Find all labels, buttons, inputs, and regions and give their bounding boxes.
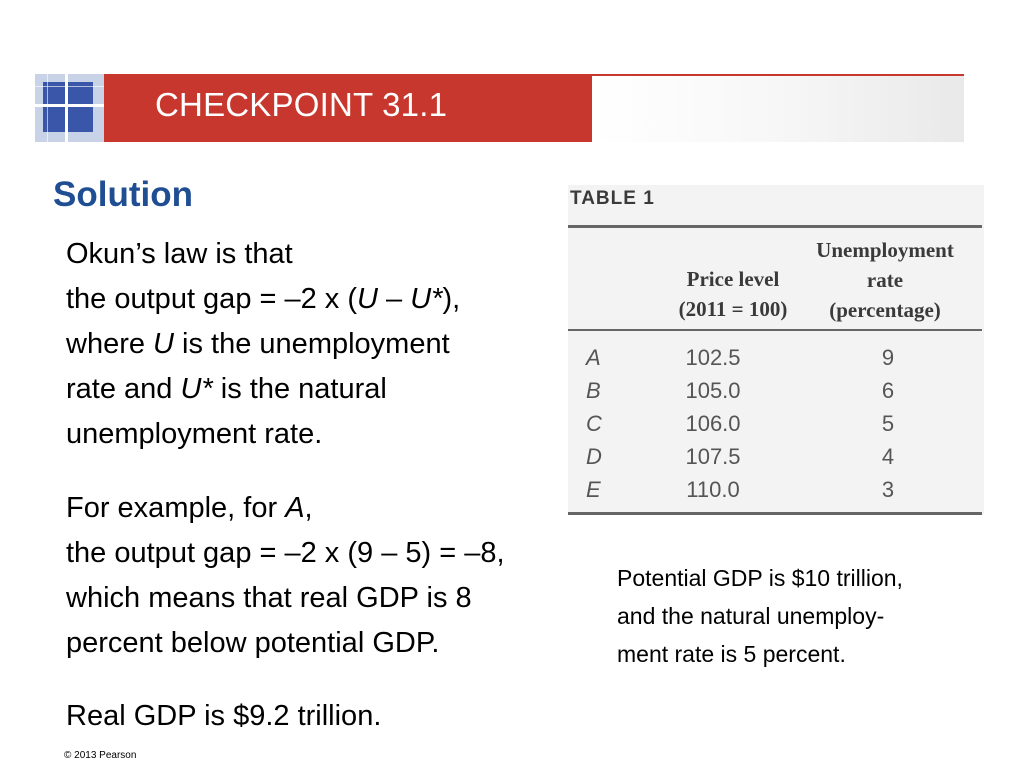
text-line: rate and U* is the natural xyxy=(66,373,387,405)
rate-cell: 4 xyxy=(881,444,895,469)
paragraph-okun xyxy=(66,232,460,457)
text-line: which means that real GDP is 8 xyxy=(66,582,472,614)
text-line: the output gap = –2 x (U – U*), xyxy=(66,283,461,315)
row-label: C xyxy=(586,411,602,436)
rate-cell: 5 xyxy=(881,411,895,436)
row-label: B xyxy=(586,378,601,403)
paragraph-example xyxy=(66,486,505,666)
text-line: Okun’s law is that xyxy=(66,238,293,270)
row-label: E xyxy=(586,477,601,502)
text-line: For example, for A, xyxy=(66,492,313,524)
paragraph-real-gdp: Real GDP is $9.2 trillion. xyxy=(66,700,382,732)
slide-header xyxy=(35,74,964,142)
text-line: percent below potential GDP. xyxy=(66,627,440,659)
col-header-price: Price level (2011 = 100) xyxy=(678,267,788,321)
price-cell: 107.5 xyxy=(685,444,741,469)
copyright: © 2013 Pearson xyxy=(64,750,137,761)
rate-cell: 6 xyxy=(881,378,895,403)
row-label: A xyxy=(586,345,601,370)
price-cell: 110.0 xyxy=(686,477,740,502)
rate-cell: 3 xyxy=(881,477,895,502)
col-header-rate: Unemployment rate (percentage) xyxy=(816,238,954,322)
price-cell: 105.0 xyxy=(685,378,741,403)
note-text: Potential GDP is $10 trillion, and the natural unemploy- ment rate is 5 percent. xyxy=(617,565,903,667)
price-cell: 102.5 xyxy=(685,345,741,370)
data-table xyxy=(568,185,984,515)
slide-title: CHECKPOINT 31.1 xyxy=(155,86,448,123)
table-rule-bottom xyxy=(568,512,982,515)
price-cell: 106.0 xyxy=(685,411,741,436)
rate-cell: 9 xyxy=(881,345,895,370)
table-rule-header xyxy=(568,329,982,331)
section-heading: Solution xyxy=(53,175,193,214)
text-line: unemployment rate. xyxy=(66,418,323,450)
header-gradient xyxy=(592,74,964,142)
logo-icon xyxy=(35,74,104,142)
table-rule-top xyxy=(568,225,982,228)
row-label: D xyxy=(586,444,602,469)
table-caption: TABLE 1 xyxy=(570,188,655,209)
text-line: the output gap = –2 x (9 – 5) = –8, xyxy=(66,537,505,569)
text-line: where U is the unemployment xyxy=(66,328,450,360)
